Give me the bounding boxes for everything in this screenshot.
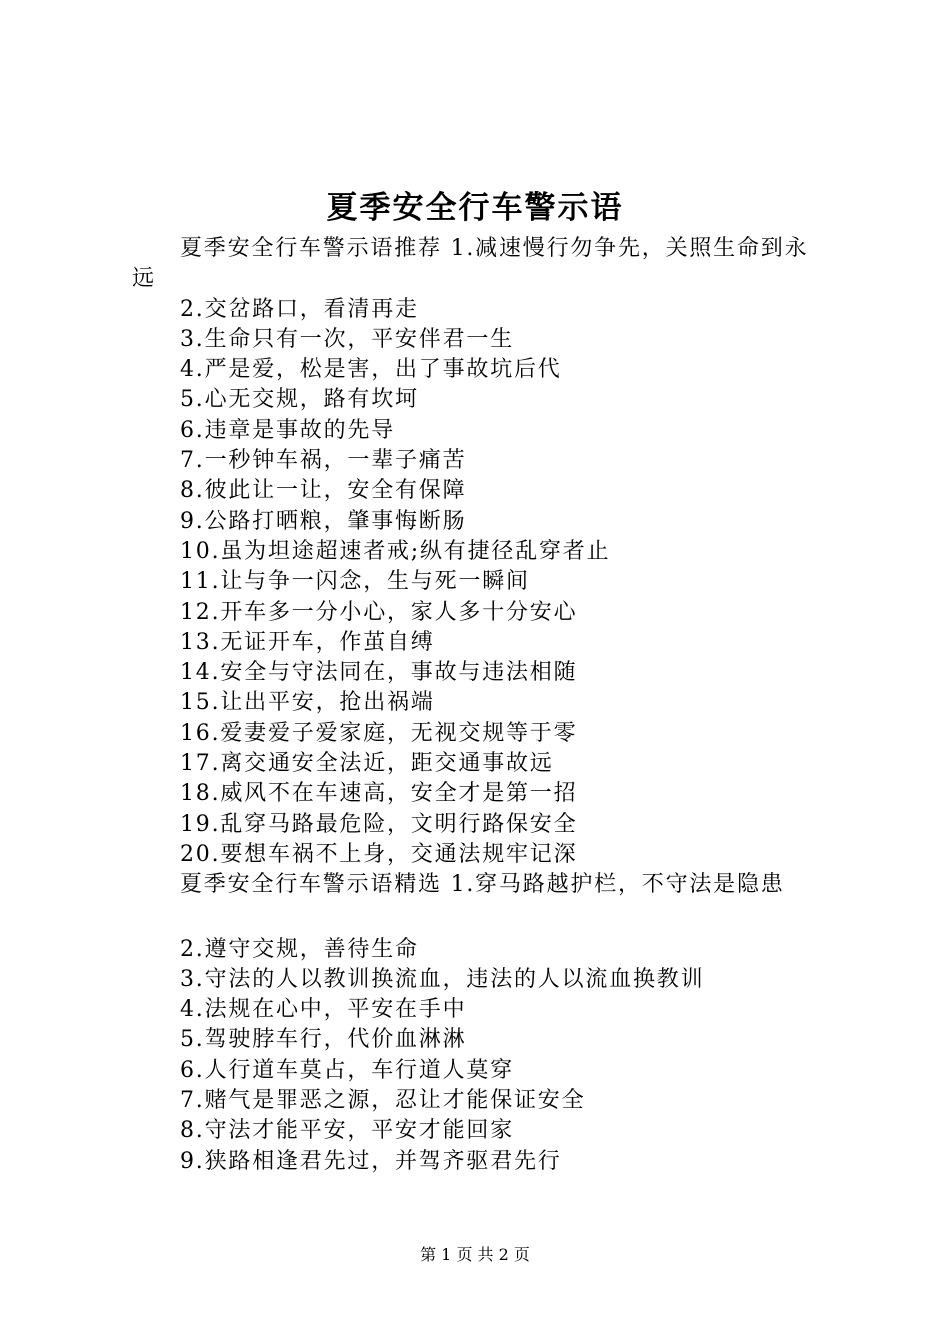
list-item: 13.无证开车，作茧自缚	[180, 629, 435, 655]
list-item: 10.虽为坦途超速者戒;纵有捷径乱穿者止	[180, 538, 611, 564]
list-item: 7.赌气是罪恶之源，忍让才能保证安全	[180, 1088, 586, 1114]
list-item: 8.守法才能平安，平安才能回家	[180, 1118, 514, 1144]
list-item: 7.一秒钟车祸，一辈子痛苦	[180, 448, 467, 474]
section-intro-recommended: 夏季安全行车警示语推荐 1.减速慢行勿争先，关照生命到永远	[132, 236, 809, 292]
list-item: 6.人行道车莫占，车行道人莫穿	[180, 1057, 514, 1083]
list-item: 5.驾驶脖车行，代价血淋淋	[180, 1027, 467, 1053]
list-item: 4.严是爱，松是害，出了事故坑后代	[180, 357, 562, 383]
list-item: 3.生命只有一次，平安伴君一生	[180, 326, 514, 352]
list-item: 3.守法的人以教训换流血，违法的人以流血换教训	[180, 966, 705, 992]
list-item: 9.狭路相逢君先过，并驾齐驱君先行	[180, 1148, 562, 1174]
document-body	[132, 234, 832, 1177]
list-item: 19.乱穿马路最危险，文明行路保安全	[180, 811, 578, 837]
slogan-list-recommended	[132, 295, 832, 871]
page-footer: 第 1 页 共 2 页	[420, 1245, 530, 1264]
list-item: 11.让与争一闪念，生与死一瞬间	[180, 569, 530, 595]
list-item: 2.遵守交规，善待生命	[180, 936, 419, 962]
slogan-list-selected	[132, 935, 832, 1177]
paragraph-spacer	[132, 901, 832, 935]
list-item: 2.交岔路口，看清再走	[180, 296, 419, 322]
list-item: 9.公路打晒粮，肇事悔断肠	[180, 508, 467, 534]
section-intro-selected: 夏季安全行车警示语精选 1.穿马路越护栏，不守法是隐患	[180, 872, 785, 898]
list-item: 18.威风不在车速高，安全才是第一招	[180, 781, 578, 807]
list-item: 12.开车多一分小心，家人多十分安心	[180, 599, 578, 625]
list-item: 16.爱妻爱子爱家庭，无视交规等于零	[180, 720, 578, 746]
list-item: 14.安全与守法同在，事故与违法相随	[180, 660, 578, 686]
document-title: 夏季安全行车警示语	[326, 190, 624, 226]
list-item: 20.要想车祸不上身，交通法规牢记深	[180, 841, 578, 867]
list-item: 5.心无交规，路有坎坷	[180, 387, 419, 413]
list-item: 6.违章是事故的先导	[180, 417, 395, 443]
list-item: 17.离交通安全法近，距交通事故远	[180, 751, 554, 777]
list-item: 4.法规在心中，平安在手中	[180, 997, 467, 1023]
list-item: 15.让出平安，抢出祸端	[180, 690, 435, 716]
list-item: 8.彼此让一让，安全有保障	[180, 478, 467, 504]
